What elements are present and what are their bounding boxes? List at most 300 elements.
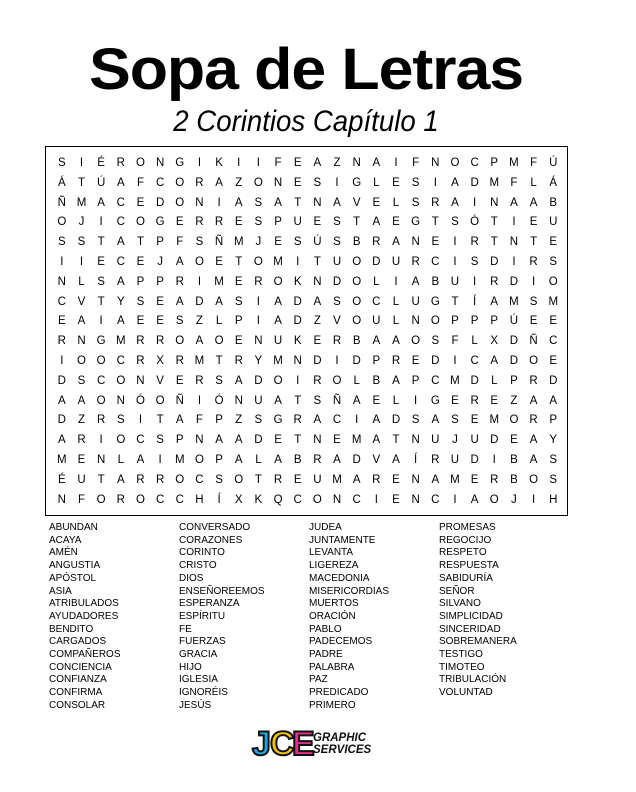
grid-letter: J: [157, 255, 163, 268]
grid-letter: A: [549, 394, 558, 407]
grid-letter: D: [332, 275, 342, 288]
grid-letter: O: [234, 473, 244, 486]
grid-letter: N: [411, 434, 420, 447]
grid-letter: O: [352, 295, 362, 308]
grid-letter: A: [470, 493, 479, 506]
grid-letter: G: [411, 216, 421, 229]
grid-letter: Ñ: [529, 335, 538, 348]
word-list-column: [309, 522, 439, 713]
word-list-item: CORAZONES: [179, 534, 243, 546]
grid-letter: O: [352, 255, 362, 268]
grid-letter: E: [156, 295, 164, 308]
grid-letter: J: [255, 236, 262, 249]
grid-letter: S: [57, 157, 66, 169]
grid-letter: A: [116, 473, 125, 486]
word-list-item: PROMESAS: [439, 522, 496, 533]
grid-letter: A: [313, 157, 322, 169]
grid-letter: Ú: [96, 176, 106, 189]
word-list-item: ORACIÓN: [309, 610, 356, 622]
grid-letter: Ñ: [57, 196, 66, 209]
grid-letter: C: [372, 295, 381, 308]
grid-letter: Ó: [135, 394, 145, 407]
grid-letter: O: [352, 275, 362, 288]
grid-letter: O: [135, 157, 145, 169]
grid-letter: O: [175, 176, 185, 189]
grid-letter: L: [373, 176, 380, 189]
grid-letter: I: [296, 374, 300, 387]
grid-row: [52, 372, 563, 392]
grid-letter: A: [175, 295, 184, 308]
grid-letter: R: [116, 157, 125, 169]
grid-letter: T: [77, 176, 85, 189]
word-list-item: PREDICADO: [309, 687, 369, 699]
word-list-column: [179, 522, 309, 713]
word-list-item: APÓSTOL: [49, 572, 97, 584]
grid-letter: C: [431, 374, 440, 387]
grid-letter: S: [549, 255, 558, 268]
grid-letter: D: [509, 275, 519, 288]
grid-row: [52, 253, 563, 273]
word-list-item: IGNORÉIS: [179, 687, 228, 699]
grid-letter: G: [273, 414, 283, 427]
grid-letter: L: [530, 176, 537, 189]
word-search-grid-frame: [45, 146, 568, 516]
grid-letter: V: [372, 453, 381, 466]
grid-letter: C: [431, 493, 440, 506]
grid-letter: G: [175, 157, 185, 169]
grid-letter: E: [77, 453, 86, 466]
grid-letter: U: [372, 315, 381, 328]
grid-letter: E: [392, 473, 400, 486]
word-list-item: ABUNDAN: [49, 522, 98, 533]
grid-letter: R: [195, 374, 204, 387]
grid-letter: I: [256, 157, 260, 169]
grid-letter: S: [333, 216, 341, 229]
grid-letter: T: [97, 473, 105, 486]
grid-letter: N: [509, 236, 519, 249]
grid-letter: F: [274, 157, 282, 169]
grid-letter: R: [431, 453, 440, 466]
grid-letter: D: [431, 354, 440, 367]
grid-letter: R: [529, 374, 538, 387]
grid-letter: D: [254, 374, 263, 387]
grid-letter: R: [372, 236, 381, 249]
grid-letter: I: [394, 157, 398, 169]
grid-letter: E: [274, 434, 282, 447]
word-list-item: SIMPLICIDAD: [439, 610, 503, 622]
grid-letter: P: [156, 275, 164, 288]
word-list-item: ATRIBULADOS: [49, 598, 119, 610]
grid-letter: R: [195, 216, 204, 229]
grid-letter: J: [78, 216, 85, 229]
grid-letter: I: [355, 414, 359, 427]
grid-letter: M: [450, 374, 460, 387]
grid-letter: Ó: [470, 216, 480, 229]
grid-letter: E: [392, 493, 400, 506]
grid-letter: Ú: [509, 315, 519, 328]
grid-letter: A: [116, 176, 125, 189]
grid-letter: M: [509, 157, 519, 169]
word-list-item: CRISTO: [179, 560, 217, 572]
word-list-column: [49, 522, 179, 713]
grid-letter: A: [333, 453, 341, 466]
page-title: Sopa de Letras: [89, 37, 523, 102]
grid-letter: D: [352, 354, 361, 367]
grid-letter: A: [510, 196, 518, 209]
grid-letter: U: [411, 295, 420, 308]
grid-letter: R: [293, 414, 302, 427]
grid-letter: O: [96, 394, 106, 407]
grid-letter: D: [470, 176, 479, 189]
grid-letter: E: [156, 315, 164, 328]
grid-letter: E: [136, 255, 145, 268]
grid-letter: S: [333, 295, 341, 308]
grid-letter: H: [549, 493, 558, 506]
grid-letter: A: [411, 275, 420, 288]
grid-letter: D: [293, 315, 302, 328]
grid-letter: O: [135, 216, 145, 229]
grid-letter: E: [372, 394, 381, 407]
grid-letter: E: [234, 275, 243, 288]
grid-letter: O: [529, 354, 539, 367]
grid-letter: V: [77, 295, 86, 308]
grid-letter: S: [215, 374, 223, 387]
grid-letter: S: [549, 473, 558, 486]
grid-letter: N: [195, 196, 204, 209]
grid-letter: A: [175, 414, 184, 427]
grid-letter: Í: [217, 493, 221, 506]
grid-letter: S: [313, 176, 322, 189]
grid-letter: A: [529, 196, 538, 209]
grid-letter: D: [372, 255, 381, 268]
grid-letter: A: [431, 473, 440, 486]
grid-letter: Í: [473, 295, 477, 308]
word-list-item: ACAYA: [49, 534, 82, 546]
grid-letter: I: [453, 493, 457, 506]
grid-letter: L: [392, 315, 400, 328]
grid-letter: C: [116, 196, 125, 209]
grid-letter: P: [510, 374, 518, 387]
grid-letter: A: [215, 176, 223, 189]
word-list-item: HIJO: [179, 661, 202, 673]
logo-letter-j: J: [252, 725, 271, 763]
grid-letter: E: [333, 434, 341, 447]
grid-letter: A: [274, 196, 282, 209]
grid-letter: O: [194, 255, 204, 268]
grid-letter: L: [373, 275, 380, 288]
logo-text-services: SERVICES: [313, 744, 372, 756]
grid-letter: J: [511, 493, 517, 506]
grid-letter: M: [351, 434, 362, 447]
grid-letter: I: [335, 354, 339, 367]
grid-letter: L: [491, 374, 498, 387]
grid-letter: O: [155, 394, 165, 407]
grid-letter: D: [490, 255, 499, 268]
grid-letter: A: [333, 196, 341, 209]
grid-letter: H: [195, 493, 204, 506]
grid-letter: D: [57, 374, 66, 387]
word-list-item: PALABRA: [309, 661, 355, 673]
grid-letter: Z: [195, 315, 203, 328]
word-list-item: CORINTO: [179, 547, 225, 559]
grid-letter: I: [374, 493, 378, 506]
grid-letter: I: [256, 295, 260, 308]
grid-letter: R: [490, 473, 499, 486]
grid-letter: A: [274, 295, 282, 308]
grid-letter: R: [490, 275, 499, 288]
grid-letter: A: [313, 414, 322, 427]
word-list-item: CONFIANZA: [49, 674, 107, 686]
grid-letter: O: [135, 493, 145, 506]
grid-letter: I: [60, 354, 64, 367]
grid-letter: B: [549, 196, 558, 209]
grid-letter: T: [97, 295, 105, 308]
word-list-item: SINCERIDAD: [439, 623, 501, 635]
grid-letter: F: [195, 414, 203, 427]
grid-letter: F: [451, 335, 459, 348]
grid-letter: B: [352, 236, 361, 249]
grid-letter: M: [450, 473, 460, 486]
grid-letter: C: [470, 354, 479, 367]
grid-letter: U: [450, 275, 460, 288]
grid-letter: E: [274, 236, 282, 249]
grid-letter: I: [531, 275, 536, 288]
grid-letter: R: [96, 414, 106, 427]
word-list-item: TESTIGO: [439, 649, 483, 661]
grid-letter: X: [490, 335, 499, 348]
grid-letter: M: [233, 236, 244, 249]
word-list-item: PADECEMOS: [309, 636, 373, 648]
grid-letter: M: [489, 176, 500, 189]
grid-letter: M: [194, 354, 205, 367]
grid-letter: P: [215, 414, 223, 427]
grid-letter: Ñ: [332, 394, 342, 407]
grid-letter: A: [234, 196, 243, 209]
grid-letter: E: [234, 216, 243, 229]
grid-letter: D: [391, 414, 401, 427]
grid-letter: E: [313, 335, 322, 348]
grid-letter: M: [273, 354, 283, 367]
grid-letter: S: [175, 315, 184, 328]
grid-letter: C: [470, 157, 479, 169]
grid-letter: X: [156, 354, 164, 367]
word-list-item: DIOS: [179, 572, 204, 584]
grid-letter: B: [510, 453, 518, 466]
grid-letter: K: [293, 335, 302, 348]
grid-letter: I: [79, 157, 84, 169]
grid-letter: D: [470, 374, 479, 387]
grid-letter: S: [215, 473, 223, 486]
grid-letter: U: [549, 216, 558, 229]
grid-letter: N: [234, 394, 243, 407]
grid-letter: I: [394, 275, 398, 288]
grid-letter: S: [293, 236, 302, 249]
grid-letter: B: [510, 473, 518, 486]
grid-letter: A: [392, 453, 400, 466]
grid-letter: N: [273, 176, 283, 189]
grid-letter: Z: [333, 157, 341, 169]
grid-letter: Á: [549, 176, 558, 189]
grid-letter: E: [470, 414, 479, 427]
grid-letter: S: [116, 414, 125, 427]
grid-letter: I: [414, 394, 418, 407]
grid-letter: O: [273, 374, 283, 387]
grid-letter: T: [294, 394, 302, 407]
grid-letter: I: [531, 493, 536, 506]
grid-letter: L: [392, 196, 400, 209]
grid-letter: P: [136, 275, 145, 288]
grid-letter: A: [372, 414, 381, 427]
grid-letter: L: [255, 453, 262, 466]
grid-letter: E: [57, 315, 66, 328]
word-list-item: JUNTAMENTE: [309, 534, 376, 546]
grid-letter: A: [529, 453, 538, 466]
grid-letter: T: [490, 236, 498, 249]
grid-letter: E: [97, 255, 105, 268]
grid-letter: Á: [57, 176, 66, 189]
grid-letter: D: [490, 434, 499, 447]
grid-letter: A: [116, 236, 125, 249]
grid-letter: N: [136, 374, 145, 387]
grid-letter: Í: [414, 453, 418, 466]
grid-letter: O: [253, 255, 263, 268]
grid-letter: R: [136, 354, 145, 367]
grid-letter: R: [175, 354, 184, 367]
grid-letter: N: [411, 236, 420, 249]
grid-letter: S: [411, 414, 420, 427]
word-list-item: CONSOLAR: [49, 699, 106, 711]
grid-letter: A: [274, 394, 282, 407]
grid-letter: N: [57, 493, 66, 506]
word-list-item: AYUDADORES: [49, 610, 119, 622]
grid-letter: S: [411, 176, 420, 189]
grid-letter: T: [156, 414, 164, 427]
grid-letter: A: [392, 236, 400, 249]
grid-letter: T: [313, 255, 321, 268]
grid-letter: A: [215, 434, 223, 447]
grid-letter: Z: [313, 315, 321, 328]
grid-letter: N: [77, 335, 86, 348]
grid-letter: B: [372, 374, 381, 387]
word-list-item: TRIBULACIÓN: [439, 674, 507, 686]
grid-letter: L: [392, 295, 400, 308]
grid-letter: O: [273, 275, 283, 288]
grid-letter: M: [214, 275, 224, 288]
grid-letter: P: [470, 315, 479, 328]
grid-letter: E: [549, 315, 558, 328]
grid-letter: V: [352, 196, 361, 209]
grid-letter: C: [136, 434, 145, 447]
grid-letter: R: [214, 216, 224, 229]
grid-letter: R: [313, 374, 322, 387]
grid-letter: I: [256, 315, 260, 328]
word-list-item: CONCIENCIA: [49, 661, 112, 673]
grid-letter: G: [430, 394, 440, 407]
word-list: [49, 522, 569, 713]
word-list-item: MISERICORDIAS: [309, 585, 390, 597]
logo-graphic: [250, 722, 372, 763]
grid-letter: D: [254, 434, 263, 447]
grid-letter: A: [274, 453, 282, 466]
grid-letter: Ñ: [175, 394, 184, 407]
grid-letter: O: [352, 315, 362, 328]
grid-letter: F: [412, 157, 420, 169]
grid-letter: O: [430, 315, 440, 328]
grid-letter: E: [392, 216, 400, 229]
grid-letter: N: [116, 394, 125, 407]
grid-letter: F: [176, 236, 184, 249]
word-list-item: TIMOTEO: [439, 661, 485, 673]
grid-letter: É: [57, 473, 66, 486]
grid-letter: T: [392, 434, 400, 447]
grid-letter: R: [273, 473, 283, 486]
grid-letter: E: [451, 394, 459, 407]
grid-letter: T: [136, 236, 144, 249]
grid-letter: N: [411, 473, 420, 486]
grid-letter: C: [175, 493, 184, 506]
grid-letter: A: [431, 414, 440, 427]
grid-letter: I: [138, 414, 143, 427]
grid-letter: G: [96, 335, 106, 348]
grid-letter: O: [214, 335, 224, 348]
grid-letter: U: [332, 255, 342, 268]
grid-letter: Y: [116, 295, 125, 308]
word-list-item: SABIDURÍA: [439, 572, 493, 584]
grid-letter: A: [116, 315, 125, 328]
grid-letter: O: [450, 157, 460, 169]
grid-letter: R: [77, 434, 86, 447]
grid-letter: Z: [235, 414, 243, 427]
grid-letter: R: [431, 196, 440, 209]
grid-letter: A: [215, 295, 223, 308]
grid-letter: E: [392, 176, 400, 189]
grid-letter: R: [136, 335, 145, 348]
grid-letter: A: [195, 335, 204, 348]
word-list-item: IGLESIA: [179, 674, 218, 686]
word-list-item: RESPUESTA: [439, 560, 499, 572]
grid-letter: U: [470, 434, 479, 447]
word-list-item: REGOCIJO: [439, 534, 492, 546]
jce-graphic-services-logo: [250, 722, 372, 763]
grid-letter: Ú: [313, 236, 322, 249]
grid-letter: G: [430, 295, 440, 308]
grid-letter: O: [253, 176, 263, 189]
grid-letter: N: [313, 196, 322, 209]
grid-letter: P: [215, 453, 223, 466]
grid-letter: T: [215, 354, 223, 367]
grid-letter: M: [548, 295, 559, 308]
grid-letter: C: [155, 176, 165, 189]
grid-letter: I: [492, 453, 496, 466]
grid-letter: T: [97, 236, 105, 249]
grid-letter: Ó: [214, 394, 224, 407]
grid-row: [52, 174, 563, 194]
grid-letter: D: [313, 354, 322, 367]
grid-letter: E: [411, 354, 420, 367]
grid-letter: E: [490, 394, 499, 407]
grid-letter: O: [194, 453, 204, 466]
grid-letter: A: [352, 394, 361, 407]
grid-letter: L: [353, 374, 360, 387]
grid-letter: S: [57, 236, 66, 249]
grid-letter: L: [215, 315, 223, 328]
grid-letter: R: [332, 335, 342, 348]
grid-letter: C: [116, 354, 125, 367]
grid-letter: M: [116, 335, 126, 348]
grid-letter: K: [215, 157, 223, 169]
grid-letter: D: [509, 335, 519, 348]
grid-letter: U: [391, 255, 401, 268]
